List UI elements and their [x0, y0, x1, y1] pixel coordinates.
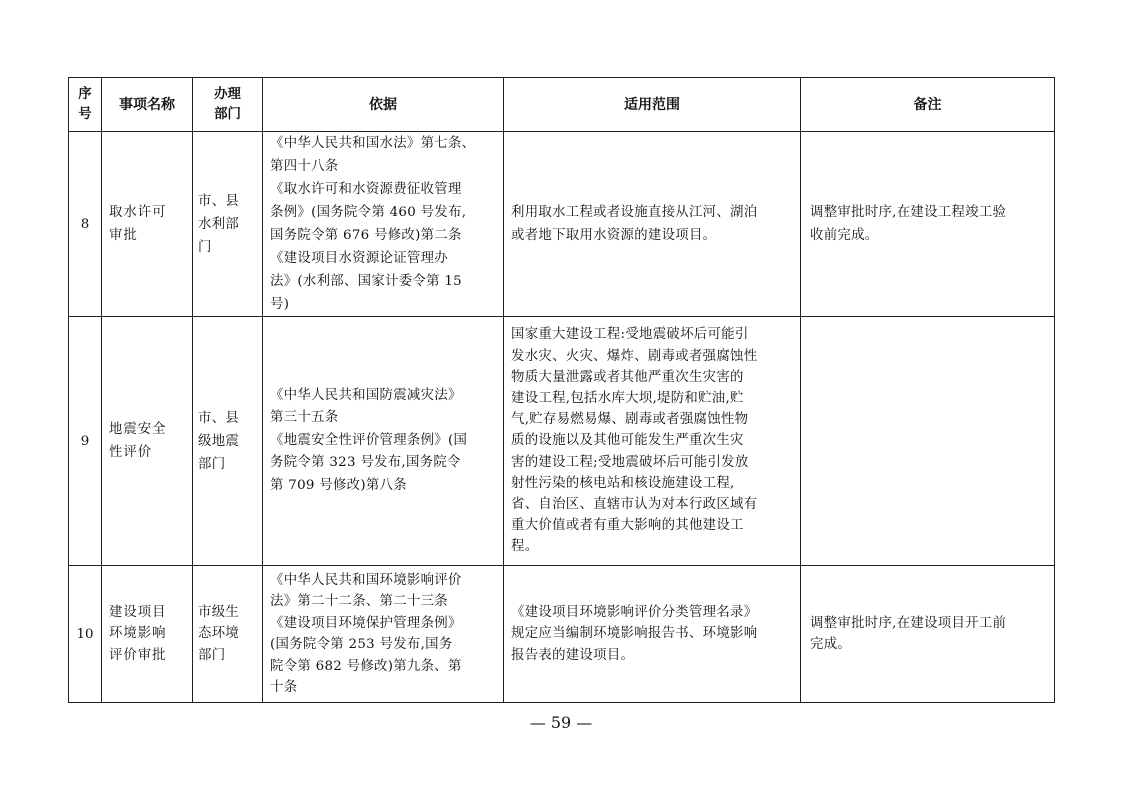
- legal-basis: 《中华人民共和国环境影响评价 法》第二十二条、第二十三条 《建设项目环境保护管理条例》 (国务院令第 253 号发布,国务 院令第 682 号修改)第九条、第 十条: [263, 566, 504, 703]
- remark: 调整审批时序,在建设工程竣工验 收前完成。: [801, 132, 1055, 317]
- table-row: [69, 132, 1055, 317]
- row-number: 8: [69, 132, 102, 317]
- department: 市、县 级地震 部门: [193, 317, 263, 566]
- header-basis: 依据: [263, 78, 504, 132]
- header-department: 办理 部门: [193, 78, 263, 132]
- remark: 调整审批时序,在建设项目开工前 完成。: [801, 566, 1055, 703]
- remark: [801, 317, 1055, 566]
- header-no: 序 号: [69, 78, 102, 132]
- approval-items-table: [68, 77, 1055, 703]
- page-number: — 59 —: [529, 713, 593, 732]
- item-name: 地震安全 性评价: [102, 317, 193, 566]
- department: 市、县 水利部 门: [193, 132, 263, 317]
- applicable-scope: 利用取水工程或者设施直接从江河、湖泊 或者地下取用水资源的建设项目。: [504, 132, 801, 317]
- item-name: 取水许可 审批: [102, 132, 193, 317]
- table-row: [69, 566, 1055, 703]
- department: 市级生 态环境 部门: [193, 566, 263, 703]
- item-name: 建设项目 环境影响 评价审批: [102, 566, 193, 703]
- legal-basis: 《中华人民共和国防震减灾法》 第三十五条 《地震安全性评价管理条例》(国 务院令第 323 号发布,国务院令 第 709 号修改)第八条: [263, 317, 504, 566]
- header-note: 备注: [801, 78, 1055, 132]
- applicable-scope: 《建设项目环境影响评价分类管理名录》 规定应当编制环境影响报告书、环境影响 报告表的建设项目。: [504, 566, 801, 703]
- header-item-name: 事项名称: [102, 78, 193, 132]
- header-scope: 适用范围: [504, 78, 801, 132]
- table-row: [69, 317, 1055, 566]
- row-number: 9: [69, 317, 102, 566]
- row-number: 10: [69, 566, 102, 703]
- table-header-row: [69, 78, 1055, 132]
- legal-basis: 《中华人民共和国水法》第七条、 第四十八条 《取水许可和水资源费征收管理 条例》(国务院令第 460 号发布, 国务院令第 676 号修改)第二条 《建设项目水资源论证管理办 法》(水利部、国家计委令第 15 号): [263, 132, 504, 317]
- applicable-scope: 国家重大建设工程:受地震破坏后可能引 发水灾、火灾、爆炸、剧毒或者强腐蚀性 物质大量泄露或者其他严重次生灾害的 建设工程,包括水库大坝,堤防和贮油,贮 气,贮存易燃易爆、剧毒或者强腐蚀性物 质的设施以及其他可能发生严重次生灾 害的建设工程;受地震破坏后可能引发放 射性污染的核电站和核设施建设工程, 省、自治区、直辖市认为对本行政区域有 重大价值或者有重大影响的其他建设工 程。: [504, 317, 801, 566]
